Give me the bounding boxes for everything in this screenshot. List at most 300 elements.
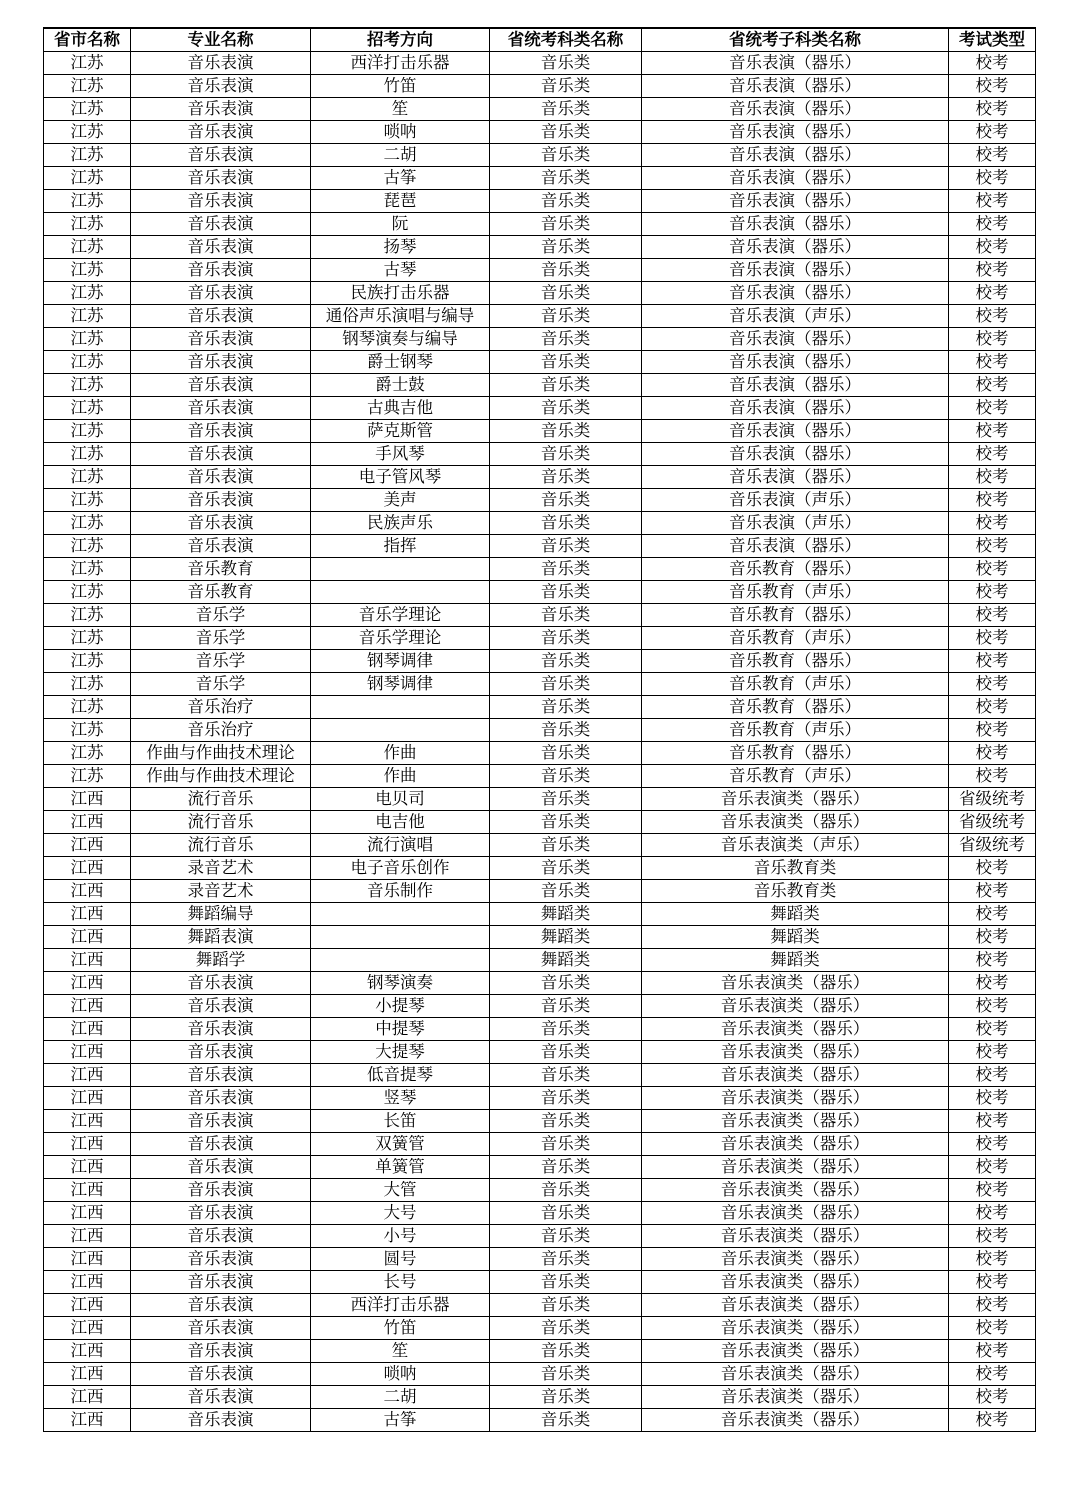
cell-exam-category: 音乐类 (490, 1225, 642, 1248)
cell-exam-subcategory: 音乐表演（声乐） (642, 489, 949, 512)
cell-direction: 唢呐 (311, 121, 490, 144)
cell-province: 江西 (44, 834, 131, 857)
cell-exam-type: 校考 (949, 1041, 1036, 1064)
cell-major: 音乐表演 (131, 52, 311, 75)
cell-exam-category: 音乐类 (490, 213, 642, 236)
cell-exam-subcategory: 音乐表演（器乐） (642, 397, 949, 420)
cell-exam-type: 校考 (949, 1248, 1036, 1271)
table-row (44, 305, 1036, 328)
cell-exam-type: 校考 (949, 1087, 1036, 1110)
cell-exam-type: 校考 (949, 259, 1036, 282)
cell-direction: 琵琶 (311, 190, 490, 213)
cell-direction: 音乐学理论 (311, 604, 490, 627)
cell-exam-category: 音乐类 (490, 259, 642, 282)
cell-direction: 钢琴调律 (311, 673, 490, 696)
cell-exam-category: 音乐类 (490, 1294, 642, 1317)
cell-exam-subcategory: 音乐教育（声乐） (642, 719, 949, 742)
cell-exam-subcategory: 音乐表演（器乐） (642, 190, 949, 213)
cell-province: 江苏 (44, 52, 131, 75)
cell-direction: 大提琴 (311, 1041, 490, 1064)
cell-province: 江西 (44, 1018, 131, 1041)
cell-province: 江西 (44, 880, 131, 903)
cell-major: 音乐表演 (131, 1340, 311, 1363)
table-row (44, 857, 1036, 880)
cell-direction: 竹笛 (311, 75, 490, 98)
table-row (44, 98, 1036, 121)
cell-major: 音乐表演 (131, 1386, 311, 1409)
cell-direction (311, 949, 490, 972)
cell-exam-subcategory: 音乐表演类（器乐） (642, 1110, 949, 1133)
cell-exam-category: 音乐类 (490, 121, 642, 144)
table-row (44, 719, 1036, 742)
table-row (44, 1340, 1036, 1363)
cell-direction: 流行演唱 (311, 834, 490, 857)
cell-exam-type: 校考 (949, 328, 1036, 351)
cell-province: 江苏 (44, 397, 131, 420)
cell-major: 音乐表演 (131, 1110, 311, 1133)
table-row (44, 742, 1036, 765)
cell-exam-type: 校考 (949, 581, 1036, 604)
cell-major: 音乐表演 (131, 75, 311, 98)
table-row (44, 190, 1036, 213)
cell-exam-type: 校考 (949, 1133, 1036, 1156)
cell-exam-category: 舞蹈类 (490, 949, 642, 972)
table-row (44, 167, 1036, 190)
cell-exam-type: 校考 (949, 420, 1036, 443)
table-row (44, 1271, 1036, 1294)
cell-major: 录音艺术 (131, 880, 311, 903)
cell-direction: 长笛 (311, 1110, 490, 1133)
cell-exam-category: 音乐类 (490, 1156, 642, 1179)
cell-major: 音乐表演 (131, 190, 311, 213)
cell-province: 江西 (44, 1179, 131, 1202)
admissions-table (43, 27, 1036, 1432)
cell-province: 江苏 (44, 558, 131, 581)
cell-province: 江苏 (44, 144, 131, 167)
cell-exam-category: 音乐类 (490, 98, 642, 121)
cell-exam-type: 校考 (949, 1018, 1036, 1041)
cell-direction: 圆号 (311, 1248, 490, 1271)
cell-direction: 唢呐 (311, 1363, 490, 1386)
table-row (44, 972, 1036, 995)
cell-province: 江西 (44, 1294, 131, 1317)
cell-exam-category: 音乐类 (490, 834, 642, 857)
cell-exam-subcategory: 音乐表演类（器乐） (642, 972, 949, 995)
cell-direction: 扬琴 (311, 236, 490, 259)
cell-exam-type: 校考 (949, 650, 1036, 673)
cell-exam-subcategory: 音乐表演（器乐） (642, 328, 949, 351)
cell-exam-type: 校考 (949, 765, 1036, 788)
cell-direction: 笙 (311, 1340, 490, 1363)
cell-province: 江西 (44, 903, 131, 926)
cell-exam-subcategory: 音乐表演类（器乐） (642, 1202, 949, 1225)
cell-exam-subcategory: 音乐表演（器乐） (642, 351, 949, 374)
cell-exam-subcategory: 音乐教育（声乐） (642, 673, 949, 696)
cell-exam-type: 校考 (949, 374, 1036, 397)
table-row (44, 75, 1036, 98)
cell-major: 音乐表演 (131, 1294, 311, 1317)
cell-direction (311, 719, 490, 742)
cell-province: 江西 (44, 1133, 131, 1156)
cell-province: 江苏 (44, 512, 131, 535)
cell-exam-subcategory: 音乐教育（声乐） (642, 581, 949, 604)
header-exam-subcategory: 省统考子科类名称 (642, 28, 949, 52)
table-row (44, 1294, 1036, 1317)
table-row (44, 1317, 1036, 1340)
cell-major: 作曲与作曲技术理论 (131, 765, 311, 788)
cell-exam-type: 校考 (949, 98, 1036, 121)
cell-exam-category: 音乐类 (490, 972, 642, 995)
cell-province: 江苏 (44, 627, 131, 650)
table-row (44, 443, 1036, 466)
cell-exam-type: 校考 (949, 305, 1036, 328)
cell-direction: 作曲 (311, 765, 490, 788)
cell-province: 江苏 (44, 650, 131, 673)
cell-province: 江西 (44, 1409, 131, 1432)
cell-direction: 大号 (311, 1202, 490, 1225)
cell-exam-subcategory: 舞蹈类 (642, 926, 949, 949)
cell-exam-type: 省级统考 (949, 788, 1036, 811)
cell-major: 音乐教育 (131, 581, 311, 604)
cell-exam-type: 校考 (949, 144, 1036, 167)
cell-exam-type: 校考 (949, 190, 1036, 213)
cell-exam-type: 校考 (949, 397, 1036, 420)
cell-major: 音乐表演 (131, 1041, 311, 1064)
cell-exam-subcategory: 音乐表演类（器乐） (642, 1156, 949, 1179)
header-major: 专业名称 (131, 28, 311, 52)
table-row (44, 1179, 1036, 1202)
cell-direction: 二胡 (311, 1386, 490, 1409)
cell-province: 江西 (44, 972, 131, 995)
table-row (44, 811, 1036, 834)
cell-province: 江苏 (44, 282, 131, 305)
cell-province: 江西 (44, 1110, 131, 1133)
cell-major: 音乐表演 (131, 305, 311, 328)
table-row (44, 282, 1036, 305)
cell-direction: 电子音乐创作 (311, 857, 490, 880)
table-row (44, 535, 1036, 558)
cell-exam-type: 校考 (949, 972, 1036, 995)
cell-province: 江西 (44, 1248, 131, 1271)
cell-exam-subcategory: 音乐表演（器乐） (642, 144, 949, 167)
table-row (44, 903, 1036, 926)
table-row (44, 673, 1036, 696)
cell-major: 音乐表演 (131, 397, 311, 420)
cell-exam-subcategory: 音乐表演（器乐） (642, 374, 949, 397)
table-row (44, 374, 1036, 397)
cell-exam-type: 校考 (949, 121, 1036, 144)
cell-major: 音乐表演 (131, 98, 311, 121)
cell-major: 舞蹈表演 (131, 926, 311, 949)
cell-exam-type: 校考 (949, 1202, 1036, 1225)
cell-province: 江西 (44, 1340, 131, 1363)
cell-exam-category: 音乐类 (490, 328, 642, 351)
cell-exam-category: 音乐类 (490, 420, 642, 443)
cell-direction: 竖琴 (311, 1087, 490, 1110)
cell-exam-subcategory: 音乐表演类（器乐） (642, 1225, 949, 1248)
cell-exam-type: 校考 (949, 857, 1036, 880)
cell-exam-subcategory: 音乐教育（器乐） (642, 650, 949, 673)
cell-major: 音乐表演 (131, 489, 311, 512)
cell-exam-category: 音乐类 (490, 1133, 642, 1156)
cell-province: 江苏 (44, 420, 131, 443)
cell-exam-type: 校考 (949, 52, 1036, 75)
cell-major: 音乐表演 (131, 466, 311, 489)
cell-major: 音乐表演 (131, 328, 311, 351)
cell-province: 江苏 (44, 121, 131, 144)
cell-exam-type: 校考 (949, 1340, 1036, 1363)
table-row (44, 788, 1036, 811)
cell-exam-type: 省级统考 (949, 834, 1036, 857)
table-row (44, 1041, 1036, 1064)
table-row (44, 1087, 1036, 1110)
cell-exam-type: 校考 (949, 282, 1036, 305)
cell-exam-category: 音乐类 (490, 995, 642, 1018)
cell-major: 音乐学 (131, 627, 311, 650)
cell-exam-type: 校考 (949, 466, 1036, 489)
cell-province: 江西 (44, 1317, 131, 1340)
cell-exam-type: 校考 (949, 1225, 1036, 1248)
cell-exam-category: 音乐类 (490, 1340, 642, 1363)
cell-exam-subcategory: 音乐表演（器乐） (642, 52, 949, 75)
cell-direction: 通俗声乐演唱与编导 (311, 305, 490, 328)
table-row (44, 512, 1036, 535)
cell-exam-subcategory: 音乐表演类（器乐） (642, 995, 949, 1018)
cell-direction: 钢琴演奏 (311, 972, 490, 995)
cell-exam-subcategory: 音乐表演类（器乐） (642, 811, 949, 834)
cell-exam-type: 校考 (949, 1179, 1036, 1202)
cell-exam-type: 校考 (949, 1294, 1036, 1317)
table-row (44, 328, 1036, 351)
table-row (44, 995, 1036, 1018)
table-row (44, 1225, 1036, 1248)
cell-province: 江苏 (44, 696, 131, 719)
cell-exam-subcategory: 音乐表演类（器乐） (642, 1409, 949, 1432)
cell-exam-subcategory: 音乐表演（器乐） (642, 259, 949, 282)
cell-exam-type: 校考 (949, 167, 1036, 190)
cell-major: 音乐表演 (131, 443, 311, 466)
cell-province: 江苏 (44, 742, 131, 765)
cell-direction: 作曲 (311, 742, 490, 765)
cell-direction: 古筝 (311, 167, 490, 190)
cell-exam-category: 音乐类 (490, 512, 642, 535)
cell-province: 江西 (44, 1386, 131, 1409)
table-row (44, 259, 1036, 282)
cell-exam-subcategory: 音乐教育（声乐） (642, 627, 949, 650)
cell-direction: 美声 (311, 489, 490, 512)
cell-major: 音乐表演 (131, 1248, 311, 1271)
cell-exam-subcategory: 音乐表演（声乐） (642, 305, 949, 328)
cell-exam-category: 音乐类 (490, 1041, 642, 1064)
cell-exam-category: 音乐类 (490, 1018, 642, 1041)
cell-province: 江苏 (44, 765, 131, 788)
table-row (44, 236, 1036, 259)
cell-exam-subcategory: 音乐表演（器乐） (642, 167, 949, 190)
cell-province: 江西 (44, 1156, 131, 1179)
cell-exam-category: 音乐类 (490, 351, 642, 374)
cell-direction: 中提琴 (311, 1018, 490, 1041)
cell-direction (311, 903, 490, 926)
cell-exam-category: 音乐类 (490, 1064, 642, 1087)
cell-exam-subcategory: 舞蹈类 (642, 903, 949, 926)
cell-major: 舞蹈学 (131, 949, 311, 972)
cell-exam-category: 音乐类 (490, 374, 642, 397)
cell-exam-subcategory: 音乐教育（器乐） (642, 696, 949, 719)
cell-exam-type: 校考 (949, 1110, 1036, 1133)
cell-province: 江西 (44, 926, 131, 949)
cell-exam-category: 音乐类 (490, 167, 642, 190)
cell-direction: 古琴 (311, 259, 490, 282)
cell-direction: 古典吉他 (311, 397, 490, 420)
cell-exam-type: 校考 (949, 926, 1036, 949)
table-row (44, 1248, 1036, 1271)
cell-province: 江西 (44, 1271, 131, 1294)
cell-direction: 民族声乐 (311, 512, 490, 535)
cell-major: 音乐表演 (131, 236, 311, 259)
cell-exam-subcategory: 音乐教育（声乐） (642, 765, 949, 788)
cell-exam-subcategory: 音乐表演（器乐） (642, 236, 949, 259)
cell-exam-type: 校考 (949, 75, 1036, 98)
cell-exam-category: 音乐类 (490, 604, 642, 627)
cell-province: 江苏 (44, 98, 131, 121)
cell-province: 江西 (44, 995, 131, 1018)
cell-exam-category: 音乐类 (490, 236, 642, 259)
cell-direction: 萨克斯管 (311, 420, 490, 443)
cell-exam-category: 音乐类 (490, 1409, 642, 1432)
cell-major: 作曲与作曲技术理论 (131, 742, 311, 765)
cell-exam-subcategory: 音乐表演类（器乐） (642, 1087, 949, 1110)
cell-exam-subcategory: 音乐表演类（器乐） (642, 1294, 949, 1317)
cell-exam-category: 音乐类 (490, 1363, 642, 1386)
cell-province: 江苏 (44, 489, 131, 512)
cell-province: 江西 (44, 811, 131, 834)
cell-exam-subcategory: 音乐表演类（器乐） (642, 1386, 949, 1409)
cell-major: 舞蹈编导 (131, 903, 311, 926)
cell-province: 江苏 (44, 604, 131, 627)
cell-exam-subcategory: 音乐表演（器乐） (642, 282, 949, 305)
cell-exam-subcategory: 音乐表演类（器乐） (642, 1340, 949, 1363)
cell-province: 江苏 (44, 673, 131, 696)
cell-exam-subcategory: 舞蹈类 (642, 949, 949, 972)
table-row (44, 489, 1036, 512)
cell-exam-category: 音乐类 (490, 1317, 642, 1340)
cell-direction: 长号 (311, 1271, 490, 1294)
cell-major: 音乐表演 (131, 167, 311, 190)
table-row (44, 604, 1036, 627)
cell-province: 江苏 (44, 213, 131, 236)
cell-exam-subcategory: 音乐教育类 (642, 880, 949, 903)
cell-major: 音乐表演 (131, 1133, 311, 1156)
cell-exam-category: 音乐类 (490, 1271, 642, 1294)
cell-direction: 西洋打击乐器 (311, 52, 490, 75)
cell-major: 流行音乐 (131, 811, 311, 834)
cell-exam-subcategory: 音乐表演类（器乐） (642, 1271, 949, 1294)
cell-direction: 小号 (311, 1225, 490, 1248)
cell-exam-category: 音乐类 (490, 1386, 642, 1409)
cell-major: 音乐表演 (131, 1179, 311, 1202)
cell-exam-category: 音乐类 (490, 1248, 642, 1271)
cell-direction (311, 926, 490, 949)
cell-exam-type: 校考 (949, 443, 1036, 466)
table-row (44, 1110, 1036, 1133)
table-row (44, 558, 1036, 581)
cell-exam-category: 音乐类 (490, 719, 642, 742)
cell-exam-type: 校考 (949, 512, 1036, 535)
cell-province: 江苏 (44, 719, 131, 742)
cell-exam-type: 校考 (949, 604, 1036, 627)
cell-major: 音乐学 (131, 673, 311, 696)
cell-major: 音乐表演 (131, 121, 311, 144)
cell-major: 音乐表演 (131, 420, 311, 443)
cell-direction: 指挥 (311, 535, 490, 558)
cell-major: 音乐表演 (131, 1156, 311, 1179)
cell-exam-category: 音乐类 (490, 305, 642, 328)
cell-exam-category: 音乐类 (490, 443, 642, 466)
cell-exam-category: 音乐类 (490, 282, 642, 305)
table-row (44, 926, 1036, 949)
cell-major: 音乐教育 (131, 558, 311, 581)
table-row (44, 466, 1036, 489)
cell-exam-subcategory: 音乐表演（器乐） (642, 466, 949, 489)
cell-province: 江西 (44, 857, 131, 880)
cell-province: 江苏 (44, 167, 131, 190)
cell-exam-category: 音乐类 (490, 75, 642, 98)
table-row (44, 1018, 1036, 1041)
cell-major: 音乐表演 (131, 972, 311, 995)
table-row (44, 1386, 1036, 1409)
cell-exam-subcategory: 音乐表演类（器乐） (642, 1133, 949, 1156)
cell-exam-subcategory: 音乐表演（器乐） (642, 121, 949, 144)
cell-direction: 电吉他 (311, 811, 490, 834)
cell-direction (311, 696, 490, 719)
cell-major: 流行音乐 (131, 834, 311, 857)
cell-exam-category: 音乐类 (490, 857, 642, 880)
cell-province: 江苏 (44, 581, 131, 604)
cell-major: 音乐表演 (131, 1271, 311, 1294)
table-row (44, 880, 1036, 903)
cell-exam-type: 校考 (949, 673, 1036, 696)
cell-province: 江苏 (44, 466, 131, 489)
cell-province: 江苏 (44, 374, 131, 397)
cell-province: 江苏 (44, 351, 131, 374)
cell-major: 音乐表演 (131, 259, 311, 282)
cell-exam-category: 音乐类 (490, 1179, 642, 1202)
cell-exam-subcategory: 音乐表演（声乐） (642, 512, 949, 535)
table-row (44, 144, 1036, 167)
cell-exam-subcategory: 音乐表演（器乐） (642, 75, 949, 98)
cell-exam-category: 舞蹈类 (490, 926, 642, 949)
cell-exam-type: 校考 (949, 719, 1036, 742)
cell-major: 音乐表演 (131, 1087, 311, 1110)
table-row (44, 627, 1036, 650)
cell-exam-subcategory: 音乐表演（器乐） (642, 443, 949, 466)
cell-exam-type: 校考 (949, 535, 1036, 558)
header-direction: 招考方向 (311, 28, 490, 52)
table-row (44, 213, 1036, 236)
cell-exam-subcategory: 音乐表演类（器乐） (642, 1179, 949, 1202)
table-row (44, 834, 1036, 857)
cell-province: 江苏 (44, 190, 131, 213)
cell-exam-subcategory: 音乐教育（器乐） (642, 604, 949, 627)
cell-direction: 笙 (311, 98, 490, 121)
cell-major: 音乐表演 (131, 1064, 311, 1087)
cell-province: 江西 (44, 1363, 131, 1386)
cell-major: 音乐学 (131, 604, 311, 627)
cell-direction: 小提琴 (311, 995, 490, 1018)
cell-direction: 大管 (311, 1179, 490, 1202)
cell-major: 音乐表演 (131, 1363, 311, 1386)
cell-province: 江苏 (44, 305, 131, 328)
